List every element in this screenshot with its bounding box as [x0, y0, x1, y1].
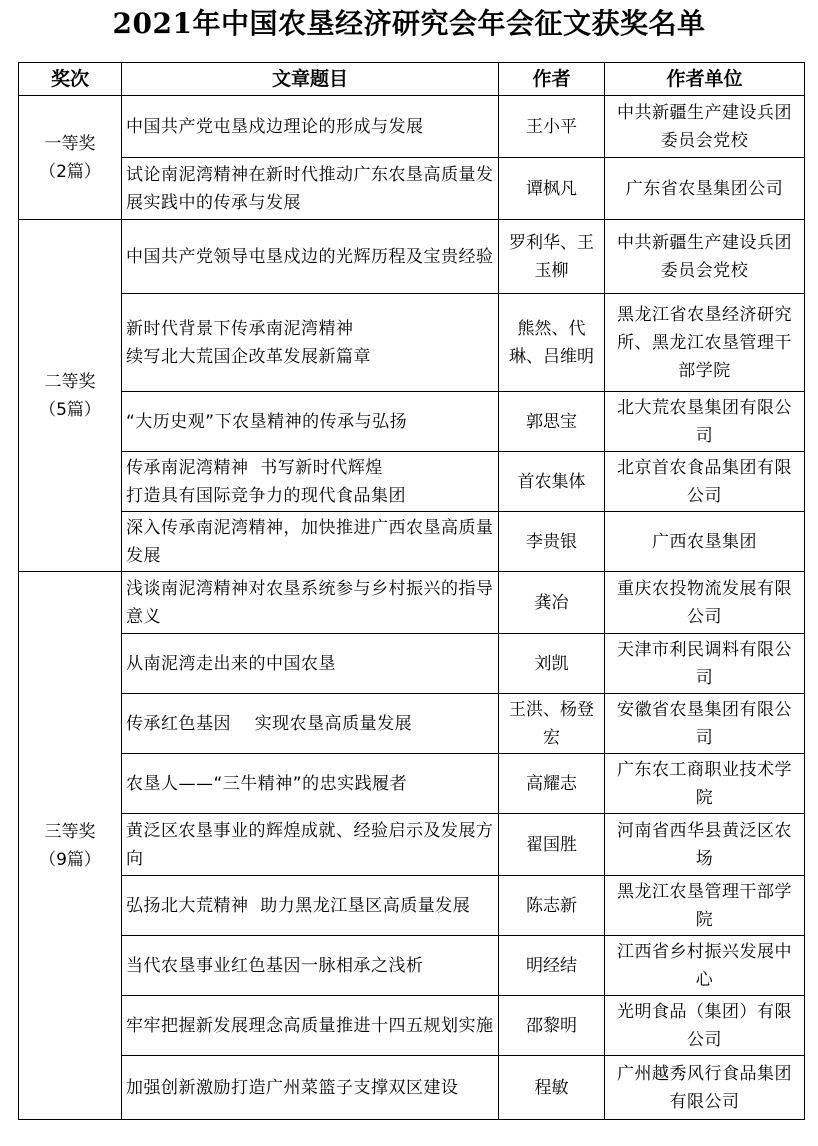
article-title-line: 加强创新激励打造广州菜篮子支撑双区建设	[126, 1077, 459, 1098]
author-cell: 郭思宝	[499, 392, 605, 452]
author-organization-cell: 天津市利民调料有限公司	[605, 634, 805, 694]
author-organization-cell: 北京首农食品集团有限公司	[605, 452, 805, 512]
author-cell: 熊然、代琳、吕维明	[499, 294, 605, 392]
article-title-line: 牢牢把握新发展理念高质量推进十四五规划实施	[126, 1015, 494, 1036]
header-row	[19, 63, 805, 96]
table-row	[19, 572, 805, 634]
table-row	[19, 294, 805, 392]
table-row	[19, 158, 805, 220]
author-organization-cell: 安徽省农垦集团有限公司	[605, 694, 805, 754]
article-title-cell	[122, 876, 499, 936]
author-organization-cell: 广州越秀风行食品集团有限公司	[605, 1056, 805, 1120]
author-cell: 王小平	[499, 96, 605, 158]
author-organization-cell: 光明食品（集团）有限公司	[605, 996, 805, 1056]
article-title-cell	[122, 754, 499, 814]
table-row	[19, 936, 805, 996]
author-organization-cell: 黑龙江农垦管理干部学院	[605, 876, 805, 936]
table-row	[19, 1056, 805, 1120]
author-organization-cell: 重庆农投物流发展有限公司	[605, 572, 805, 634]
author-cell: 明经结	[499, 936, 605, 996]
award-level-cell	[19, 572, 122, 1120]
author-cell: 刘凯	[499, 634, 605, 694]
table-row	[19, 392, 805, 452]
award-count-label: （2篇）	[39, 161, 101, 182]
article-title-line: 当代农垦事业红色基因一脉相承之浅析	[126, 955, 424, 976]
author-cell: 王洪、杨登宏	[499, 694, 605, 754]
article-title-cell	[122, 220, 499, 294]
article-title-cell	[122, 814, 499, 876]
author-cell: 龚冶	[499, 572, 605, 634]
author-cell: 高耀志	[499, 754, 605, 814]
header-author: 作者	[499, 63, 605, 96]
article-title-cell	[122, 572, 499, 634]
article-title-line: 农垦人——“三牛精神”的忠实践履者	[126, 773, 408, 794]
table-row	[19, 452, 805, 512]
author-organization-cell: 中共新疆生产建设兵团委员会党校	[605, 96, 805, 158]
article-title-cell	[122, 294, 499, 392]
header-article-title: 文章题目	[122, 63, 499, 96]
author-organization-cell: 广西农垦集团	[605, 512, 805, 572]
article-title-cell	[122, 996, 499, 1056]
author-organization-cell: 河南省西华县黄泛区农场	[605, 814, 805, 876]
author-cell: 程敏	[499, 1056, 605, 1120]
page-title: 2021年中国农垦经济研究会年会征文获奖名单	[112, 7, 706, 40]
article-title-line: 新时代背景下传承南泥湾精神	[126, 318, 354, 339]
article-title-line: 弘扬北大荒精神 助力黑龙江垦区高质量发展	[126, 895, 471, 916]
author-cell: 翟国胜	[499, 814, 605, 876]
table-row	[19, 754, 805, 814]
author-cell: 邵黎明	[499, 996, 605, 1056]
author-organization-cell: 黑龙江省农垦经济研究所、黑龙江农垦管理干部学院	[605, 294, 805, 392]
article-title-line: 从南泥湾走出来的中国农垦	[126, 653, 336, 674]
author-cell: 陈志新	[499, 876, 605, 936]
award-count-label: （9篇）	[39, 849, 101, 870]
table-row	[19, 876, 805, 936]
award-level-cell	[19, 96, 122, 220]
award-level-label: 二等奖	[44, 371, 96, 392]
article-title-line: 试论南泥湾精神在新时代推动广东农垦高质量发展实践中的传承与发展	[126, 164, 494, 213]
table-row	[19, 96, 805, 158]
header-author-organization: 作者单位	[605, 63, 805, 96]
table-row	[19, 220, 805, 294]
author-organization-cell: 江西省乡村振兴发展中心	[605, 936, 805, 996]
table-row	[19, 512, 805, 572]
article-title-cell	[122, 392, 499, 452]
award-level-cell	[19, 220, 122, 572]
award-count-label: （5篇）	[39, 399, 101, 420]
header-award-level: 奖次	[19, 63, 122, 96]
author-organization-cell: 广东农工商职业技术学院	[605, 754, 805, 814]
author-cell: 谭枫凡	[499, 158, 605, 220]
award-level-label: 三等奖	[44, 821, 96, 842]
table-row	[19, 814, 805, 876]
article-title-line: “大历史观”下农垦精神的传承与弘扬	[126, 411, 408, 432]
article-title-line: 深入传承南泥湾精神，加快推进广西农垦高质量发展	[126, 517, 494, 566]
article-title-line: 中国共产党领导屯垦戍边的光辉历程及宝贵经验	[126, 246, 494, 267]
article-title-line: 续写北大荒国企改革发展新篇章	[126, 346, 371, 367]
author-organization-cell: 广东省农垦集团公司	[605, 158, 805, 220]
article-title-line: 浅谈南泥湾精神对农垦系统参与乡村振兴的指导意义	[126, 578, 494, 627]
article-title-cell	[122, 452, 499, 512]
award-level-label: 一等奖	[44, 133, 96, 154]
article-title-cell	[122, 694, 499, 754]
article-title-cell	[122, 634, 499, 694]
article-title-line: 中国共产党屯垦戍边理论的形成与发展	[126, 116, 424, 137]
article-title-cell	[122, 1056, 499, 1120]
author-organization-cell: 北大荒农垦集团有限公司	[605, 392, 805, 452]
article-title-line: 打造具有国际竞争力的现代食品集团	[126, 485, 406, 506]
article-title-line: 传承红色基因 实现农垦高质量发展	[126, 713, 413, 734]
author-cell: 罗利华、王玉柳	[499, 220, 605, 294]
table-row	[19, 694, 805, 754]
table-row	[19, 634, 805, 694]
table-body	[19, 96, 805, 1120]
table-row	[19, 996, 805, 1056]
article-title-line: 传承南泥湾精神 书写新时代辉煌	[126, 457, 383, 478]
article-title-cell	[122, 512, 499, 572]
awards-table	[18, 62, 805, 1120]
article-title-line: 黄泛区农垦事业的辉煌成就、经验启示及发展方向	[126, 820, 494, 869]
author-cell: 首农集体	[499, 452, 605, 512]
article-title-cell	[122, 158, 499, 220]
author-cell: 李贵银	[499, 512, 605, 572]
author-organization-cell: 中共新疆生产建设兵团委员会党校	[605, 220, 805, 294]
article-title-cell	[122, 936, 499, 996]
article-title-cell	[122, 96, 499, 158]
